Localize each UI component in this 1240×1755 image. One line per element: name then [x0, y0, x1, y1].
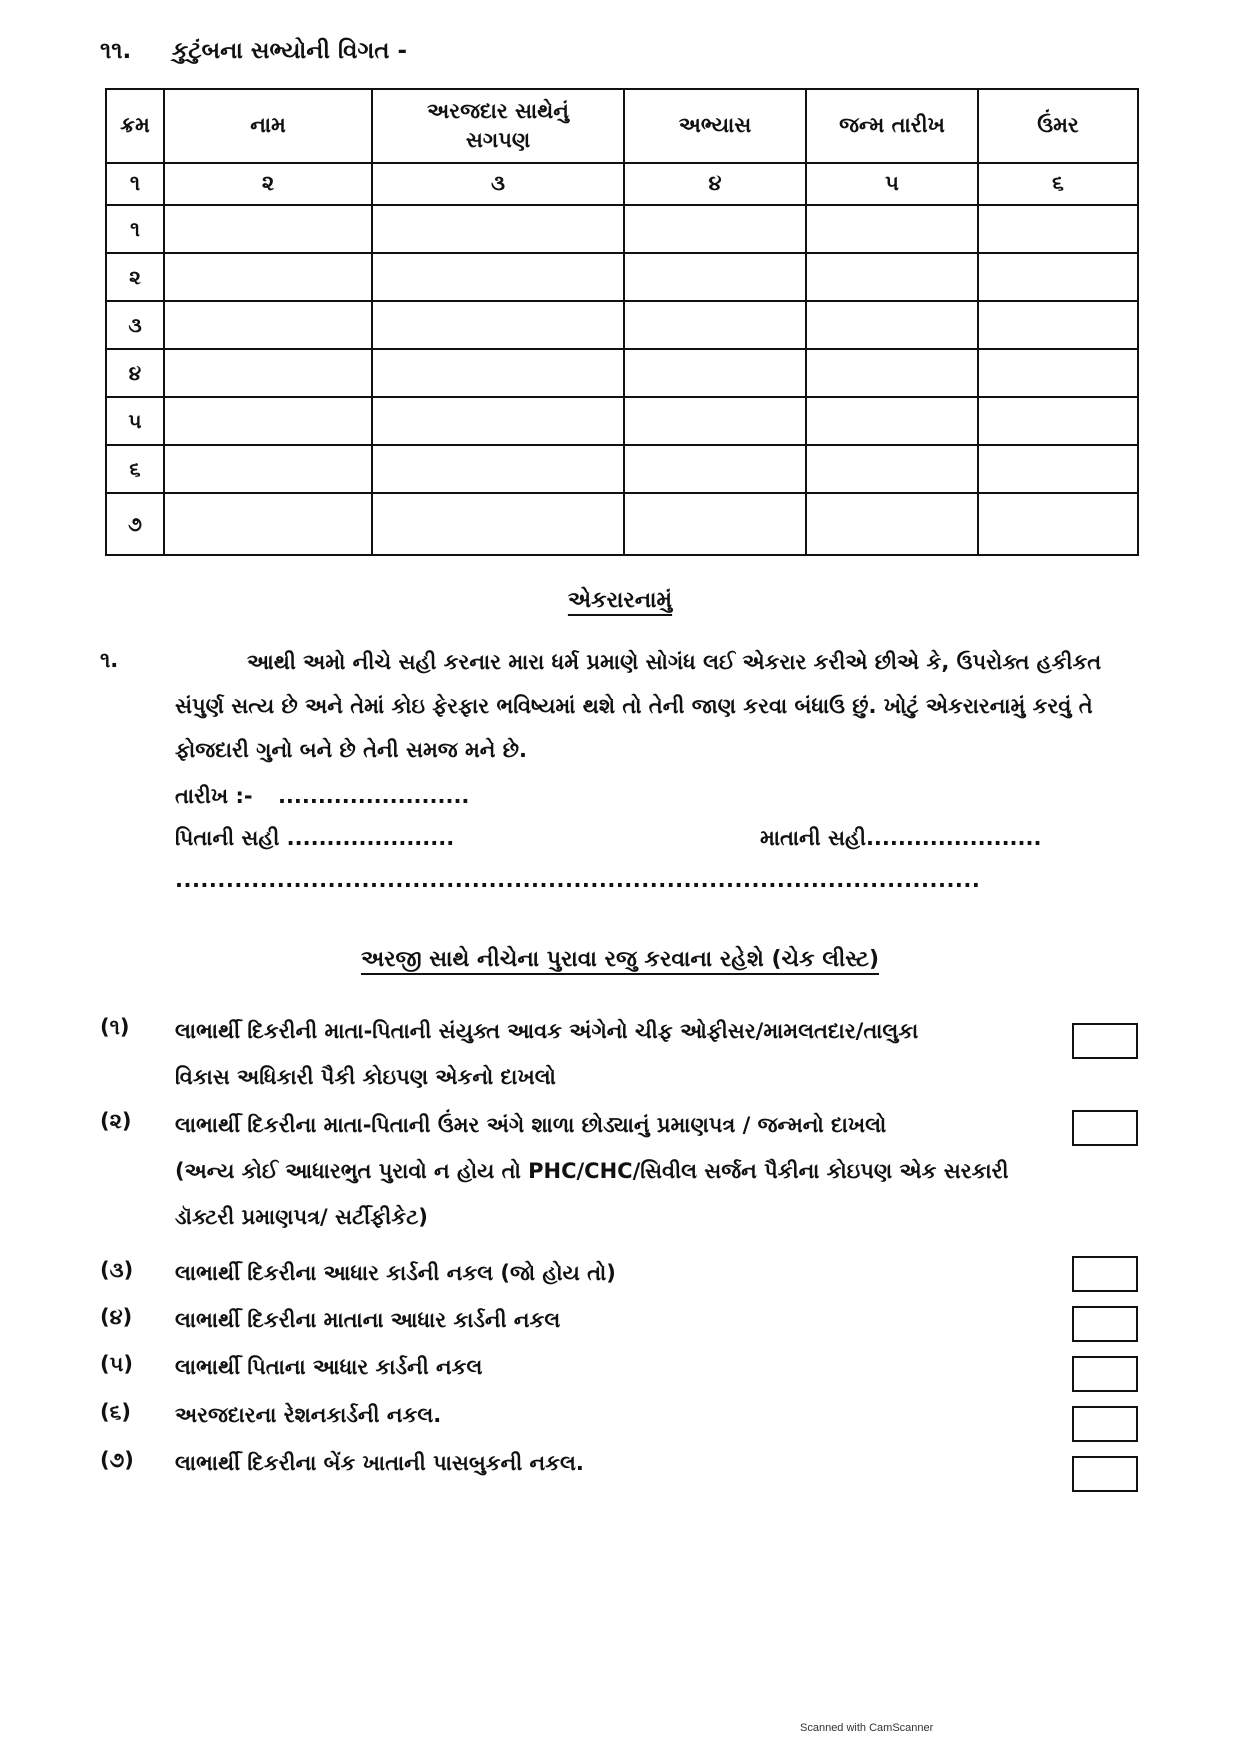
checklist-checkbox[interactable]: [1072, 1306, 1138, 1342]
checklist-item-number: (૫): [100, 1352, 133, 1376]
age-cell[interactable]: [978, 205, 1138, 253]
table-header-row: [106, 89, 1138, 163]
checklist-item-text: [175, 1008, 1075, 1100]
header-relation: અરજદાર સાથેનું સગપણ: [372, 89, 624, 163]
checklist-checkbox[interactable]: [1072, 1456, 1138, 1492]
checklist-item-text: લાભાર્થી દિકરીના માતાના આધાર કાર્ડની નકલ: [175, 1308, 561, 1332]
checklist-item-line: લાભાર્થી દિકરીના માતા-પિતાની ઉંમર અંગે શાળા છોડ્યાનું પ્રમાણપત્ર / જન્મનો દાખલો: [175, 1113, 887, 1137]
education-cell[interactable]: [624, 205, 806, 253]
family-members-table: [105, 88, 1139, 556]
header-education: અભ્યાસ: [624, 89, 806, 163]
birthdate-cell[interactable]: [806, 205, 978, 253]
education-cell[interactable]: [624, 349, 806, 397]
checklist-item-text: લાભાર્થી પિતાના આધાર કાર્ડની નકલ: [175, 1355, 483, 1379]
checklist-item-line: વિકાસ અધિકારી પૈકી કોઇપણ એકનો દાખલો: [175, 1065, 556, 1089]
row-serial: ૨: [106, 253, 164, 301]
name-cell[interactable]: [164, 445, 372, 493]
name-cell[interactable]: [164, 253, 372, 301]
education-cell[interactable]: [624, 253, 806, 301]
birthdate-cell[interactable]: [806, 349, 978, 397]
column-number: ૫: [806, 163, 978, 205]
name-cell[interactable]: [164, 205, 372, 253]
name-cell[interactable]: [164, 349, 372, 397]
row-serial: ૪: [106, 349, 164, 397]
header-age: ઉંમર: [978, 89, 1138, 163]
table-row: [106, 397, 1138, 445]
declaration-text: આથી અમો નીચે સહી કરનાર મારા ધર્મ પ્રમાણે સોગંધ લઈ એકરાર કરીએ છીએ કે, ઉપરોક્ત હકીકત સંપુર્ણ સત્ય છે અને તેમાં કોઇ ફેરફાર ભવિષ્યમાં થશે તો તેની જાણ કરવા બંધાઉ છું. ખોટું એકરારનામું કરવું તે ફોજદારી ગુનો બને છે તેની સમજ મને છે.: [175, 650, 1102, 762]
table-row: [106, 301, 1138, 349]
row-serial: ૬: [106, 445, 164, 493]
birthdate-cell[interactable]: [806, 397, 978, 445]
table-row: [106, 349, 1138, 397]
relation-cell[interactable]: [372, 493, 624, 555]
row-serial: ૩: [106, 301, 164, 349]
column-number-row: [106, 163, 1138, 205]
row-serial: ૭: [106, 493, 164, 555]
age-cell[interactable]: [978, 445, 1138, 493]
scanner-watermark: Scanned with CamScanner: [800, 1722, 934, 1734]
name-cell[interactable]: [164, 301, 372, 349]
relation-cell[interactable]: [372, 253, 624, 301]
relation-cell[interactable]: [372, 349, 624, 397]
checklist-checkbox[interactable]: [1072, 1406, 1138, 1442]
age-cell[interactable]: [978, 253, 1138, 301]
checklist-item-line: (અન્ય કોઈ આધારભુત પુરાવો ન હોય તો PHC/CHC/સિવીલ સર્જન પૈકીના કોઇપણ એક સરકારી: [175, 1159, 1009, 1183]
education-cell[interactable]: [624, 397, 806, 445]
header-name: નામ: [164, 89, 372, 163]
column-number: ૨: [164, 163, 372, 205]
relation-cell[interactable]: [372, 301, 624, 349]
section-title: [100, 38, 407, 64]
checklist-item-text: લાભાર્થી દિકરીના બેંક ખાતાની પાસબુકની નકલ.: [175, 1451, 584, 1475]
table-row: [106, 493, 1138, 555]
checklist-item-number: (૩): [100, 1258, 134, 1282]
header-birthdate: જન્મ તારીખ: [806, 89, 978, 163]
relation-cell[interactable]: [372, 445, 624, 493]
birthdate-cell[interactable]: [806, 493, 978, 555]
declaration-heading-text: એકરારનામું: [567, 588, 673, 613]
declaration-number: ૧.: [100, 648, 119, 672]
checklist-heading-text: અરજી સાથે નીચેના પુરાવા રજુ કરવાના રહેશે (ચેક લીસ્ટ): [360, 947, 880, 972]
checklist-item-number: (૭): [100, 1448, 134, 1472]
row-serial: ૧: [106, 205, 164, 253]
column-number: ૪: [624, 163, 806, 205]
date-line[interactable]: [175, 784, 469, 809]
column-number: ૩: [372, 163, 624, 205]
checklist-item-number: (૧): [100, 1015, 130, 1039]
table-row: [106, 253, 1138, 301]
table-row: [106, 205, 1138, 253]
checklist-item-text: અરજદારના રેશનકાર્ડની નકલ.: [175, 1403, 442, 1427]
education-cell[interactable]: [624, 493, 806, 555]
birthdate-cell[interactable]: [806, 445, 978, 493]
checklist-item-line: લાભાર્થી દિકરીની માતા-પિતાની સંયુક્ત આવક અંગેનો ચીફ ઓફીસર/મામલતદાર/તાલુકા: [175, 1019, 919, 1043]
date-label: તારીખ :-: [175, 784, 253, 808]
checklist-checkbox[interactable]: [1072, 1356, 1138, 1392]
age-cell[interactable]: [978, 397, 1138, 445]
row-serial: ૫: [106, 397, 164, 445]
column-number: ૧: [106, 163, 164, 205]
checklist-checkbox[interactable]: [1072, 1110, 1138, 1146]
father-signature[interactable]: પિતાની સહી .....................: [175, 826, 455, 850]
checklist-item-line: ડૉક્ટરી પ્રમાણપત્ર/ સર્ટીફીકેટ): [175, 1205, 428, 1229]
checklist-checkbox[interactable]: [1072, 1023, 1138, 1059]
name-cell[interactable]: [164, 493, 372, 555]
declaration-text-block: [175, 640, 1105, 772]
checklist-item-number: (૬): [100, 1400, 131, 1424]
birthdate-cell[interactable]: [806, 301, 978, 349]
header-serial: ક્રમ: [106, 89, 164, 163]
checklist-item-text: લાભાર્થી દિકરીના આધાર કાર્ડની નકલ (જો હોય તો): [175, 1261, 616, 1285]
declaration-heading: [0, 588, 1240, 613]
relation-cell[interactable]: [372, 205, 624, 253]
age-cell[interactable]: [978, 349, 1138, 397]
section-number: ૧૧.: [100, 38, 132, 64]
name-cell[interactable]: [164, 397, 372, 445]
section-title-text: કુટુંબના સભ્યોની વિગત -: [172, 38, 408, 64]
column-number: ૬: [978, 163, 1138, 205]
checklist-item-number: (૨): [100, 1109, 132, 1133]
age-cell[interactable]: [978, 301, 1138, 349]
birthdate-cell[interactable]: [806, 253, 978, 301]
checklist-item-number: (૪): [100, 1305, 133, 1329]
checklist-heading: [0, 947, 1240, 972]
signature-dotted-line[interactable]: ...............................................................................................: [175, 868, 981, 892]
education-cell[interactable]: [624, 445, 806, 493]
mother-signature[interactable]: માતાની સહી......................: [760, 826, 1042, 850]
age-cell[interactable]: [978, 493, 1138, 555]
relation-cell[interactable]: [372, 397, 624, 445]
education-cell[interactable]: [624, 301, 806, 349]
checklist-item-text: [175, 1102, 1075, 1240]
table-row: [106, 445, 1138, 493]
date-dots: ........................: [277, 784, 470, 808]
checklist-checkbox[interactable]: [1072, 1256, 1138, 1292]
